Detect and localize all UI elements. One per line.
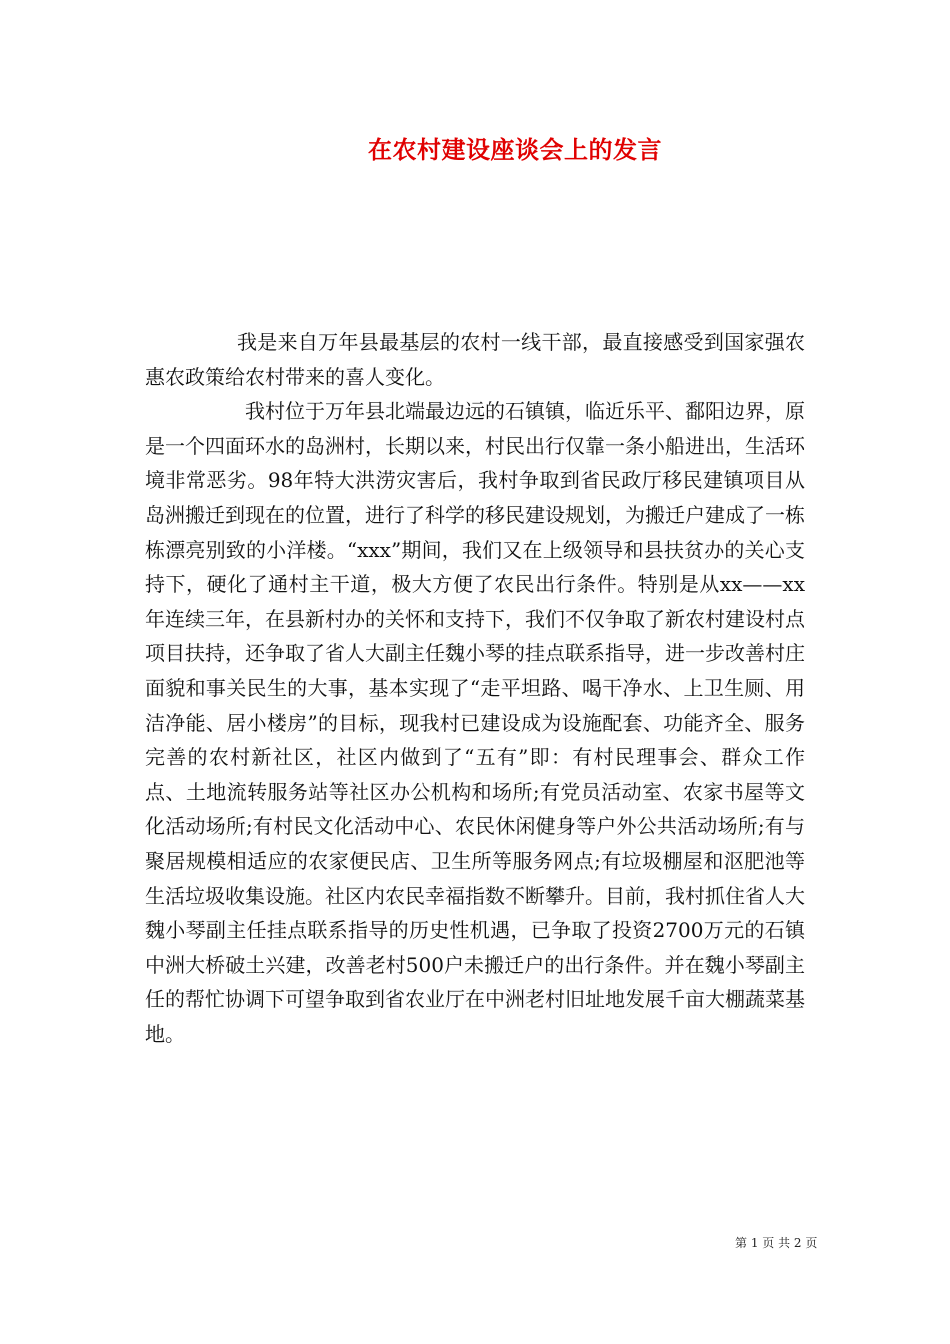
- paragraph-intro: 我是来自万年县最基层的农村一线干部，最直接感受到国家强农惠农政策给农村带来的喜人变化。: [145, 330, 805, 389]
- document-title-text: 在农村建设座谈会上的发言: [368, 135, 662, 164]
- document-body: [145, 325, 805, 1051]
- document-title: [0, 130, 950, 165]
- paragraph-village-description: 我村位于万年县北端最边远的石镇镇，临近乐平、鄱阳边界，原是一个四面环水的岛洲村，长期以来，村民出行仅靠一条小船进出，生活环境非常恶劣。98年特大洪涝灾害后，我村争取到省民政厅移民建镇项目从岛洲搬迁到现在的位置，进行了科学的移民建设规划，为搬迁户建成了一栋栋漂亮别致的小洋楼。“xxx”期间，我们又在上级领导和县扶贫办的关心支持下，硬化了通村主干道，极大方便了农民出行条件。特别是从xx——xx年连续三年，在县新村办的关怀和支持下，我们不仅争取了新农村建设村点项目扶持，还争取了省人大副主任魏小琴的挂点联系指导，进一步改善村庄面貌和事关民生的大事，基本实现了“走平坦路、喝干净水、上卫生厕、用洁净能、居小楼房”的目标，现我村已建设成为设施配套、功能齐全、服务完善的农村新社区，社区内做到了“五有”即：有村民理事会、群众工作点、土地流转服务站等社区办公机构和场所;有党员活动室、农家书屋等文化活动场所;有村民文化活动中心、农民休闲健身等户外公共活动场所;有与聚居规模相适应的农家便民店、卫生所等服务网点;有垃圾棚屋和沤肥池等生活垃圾收集设施。社区内农民幸福指数不断攀升。目前，我村抓住省人大魏小琴副主任挂点联系指导的历史性机遇，已争取了投资2700万元的石镇中洲大桥破土兴建，改善老村500户未搬迁户的出行条件。并在魏小琴副主任的帮忙协调下可望争取到省农业厅在中洲老村旧址地发展千亩大棚蔬菜基地。: [145, 399, 805, 1046]
- page-number-footer: 第 1 页 共 2 页: [735, 1236, 818, 1250]
